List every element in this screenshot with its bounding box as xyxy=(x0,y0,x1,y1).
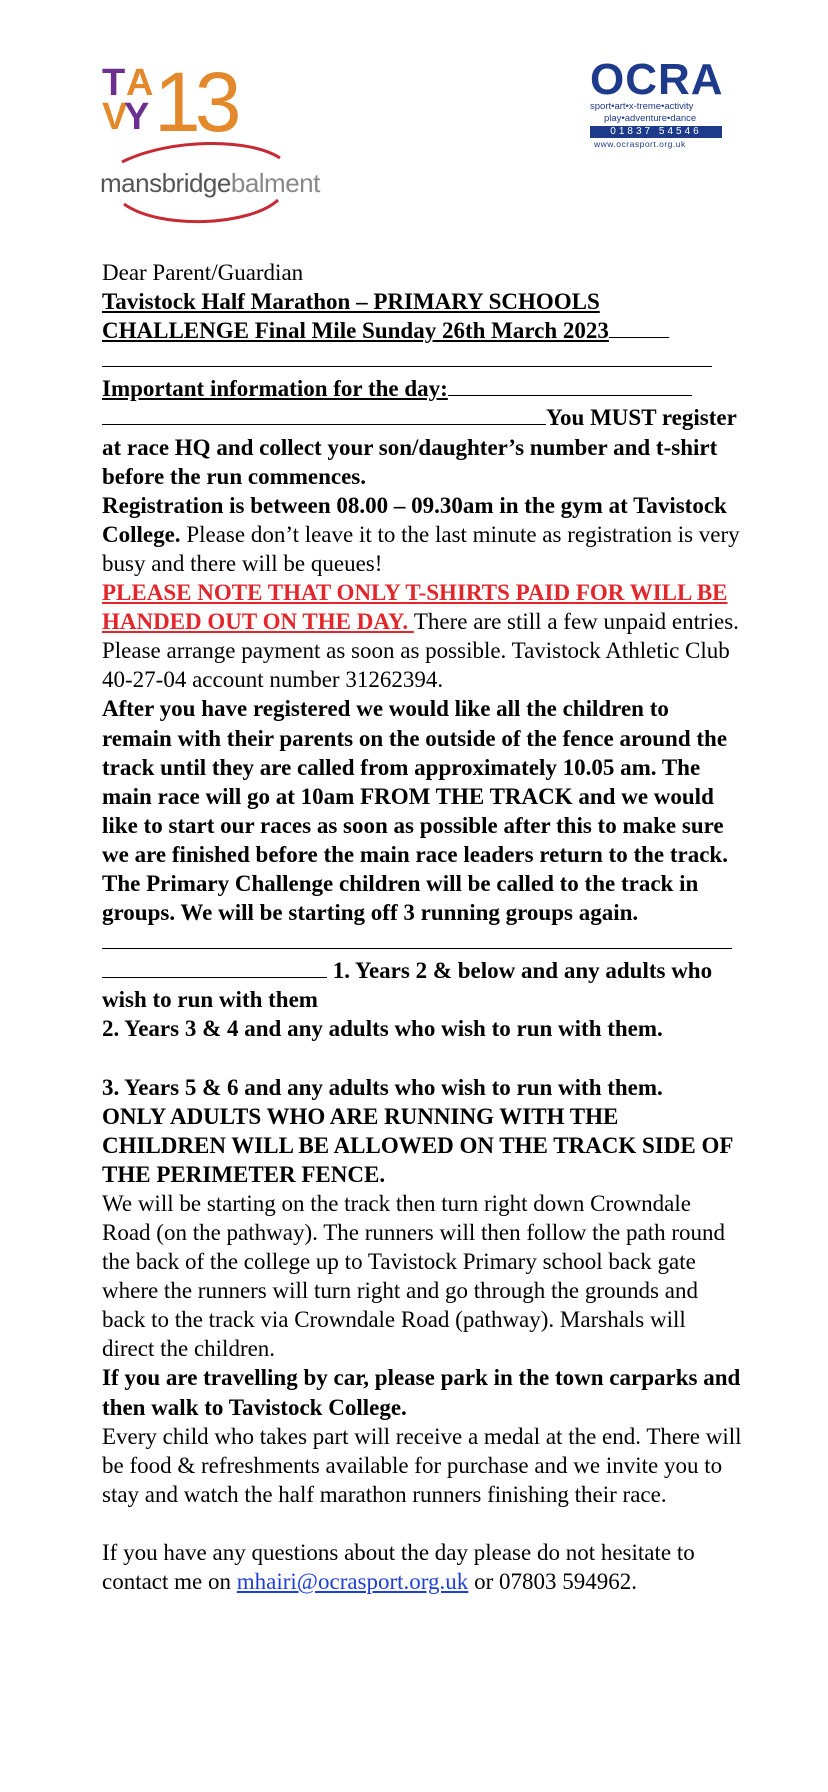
must-register-paragraph xyxy=(102,403,742,490)
groups-intro: The Primary Challenge children will be called to the track in groups. We will be starting off 3 running groups again. xyxy=(102,870,699,926)
group-2: 2. Years 3 & 4 and any adults who wish to run with them. xyxy=(102,1016,663,1042)
important-heading: Important information for the day: xyxy=(102,376,448,402)
medal-paragraph: Every child who takes part will receive a medal at the end. There will be food & refreshments available for purchase and we invite you to stay and watch the half marathon runners finishing their race. xyxy=(102,1423,742,1507)
logo-swoosh-icon xyxy=(100,55,340,228)
ocra-tagline-2: play•adventure•dance xyxy=(604,113,697,124)
logo-brand-word2: balment xyxy=(230,168,320,198)
spacer-2 xyxy=(102,1509,742,1538)
registration-plain: Please don’t leave it to the last minute as registration is very busy and there will be queues! xyxy=(102,521,740,576)
tshirt-note-plain: There are still a few unpaid entries. Please arrange payment as soon as possible. Tavistock Athletic Club 40-27-04 account number 31262394. xyxy=(102,609,739,693)
important-heading-line xyxy=(102,374,742,403)
divider-line-2 xyxy=(102,927,742,956)
title-underline-filler xyxy=(609,317,669,338)
letter-title-line2 xyxy=(102,316,742,345)
tavy13-logo xyxy=(100,55,340,228)
logo-number: 13 xyxy=(154,55,236,149)
ocra-tagline-1: sport•art•x-treme•activity xyxy=(590,101,694,112)
contact-lead: If you have any questions about the day please do not hesitate to contact me on xyxy=(102,1539,695,1595)
divider-rule-2 xyxy=(102,928,732,949)
group1-leader-line xyxy=(102,957,327,978)
logo-letter-v: V xyxy=(102,96,128,138)
email-link[interactable]: mhairi@ocrasport.org.uk xyxy=(236,1569,469,1595)
ocra-logo xyxy=(588,55,728,150)
ocra-phone: 01837 54546 xyxy=(590,126,722,138)
must-rest: register at race HQ and collect your son/daughter’s number and t-shirt before the run commences. xyxy=(102,405,737,489)
must-lead: You MUST xyxy=(546,405,657,431)
contact-paragraph xyxy=(102,1538,742,1596)
group-3: 3. Years 5 & 6 and any adults who wish to run with them. xyxy=(102,1074,663,1100)
ocra-website: www.ocrasport.org.uk xyxy=(594,139,686,149)
group-1-text: 1. Years 2 & below and any adults who wish to run with them xyxy=(102,958,713,1013)
spacer xyxy=(102,1044,742,1073)
registration-paragraph xyxy=(102,491,742,578)
after-register-paragraph: After you have registered we would like all the children to remain with their parents on the outside of the fence around the track until they are called from approximately 10.05 am. The main race will go at 10am FROM THE TRACK and we would like to start our races as soon as possible after this to make sure we are finished before the main race leaders return to the track. xyxy=(102,696,728,867)
registration-bold: Registration is between 08.00 – 09.30am in the gym at Tavistock College. xyxy=(102,492,727,547)
tshirt-note-red: PLEASE NOTE THAT ONLY T-SHIRTS PAID FOR WILL BE HANDED OUT ON THE DAY. xyxy=(102,580,728,635)
logo-brand-word1: mansbridge xyxy=(100,168,231,198)
letter-title-line2-text: CHALLENGE Final Mile Sunday 26th March 2023 xyxy=(102,318,609,344)
greeting: Dear Parent/Guardian xyxy=(102,260,304,285)
tshirt-note-paragraph xyxy=(102,578,742,694)
ocra-name: OCRA xyxy=(590,55,724,104)
contact-tail: or 07803 594962. xyxy=(468,1569,637,1595)
route-paragraph: We will be starting on the track then turn right down Crowndale Road (on the pathway). The runners will then follow the path round the back of the college up to Tavistock Primary school back gate where the runners will turn right and go through the grounds and back to the track via Crowndale Road (pathway). Marshals will direct the children. xyxy=(102,1190,725,1362)
car-paragraph: If you are travelling by car, please park in the town carparks and then walk to Tavistock College. xyxy=(102,1365,741,1420)
letter-body xyxy=(102,258,742,1596)
logo-letter-y: Y xyxy=(124,96,150,138)
adults-only-notice: ONLY ADULTS WHO ARE RUNNING WITH THE CHILDREN WILL BE ALLOWED ON THE TRACK SIDE OF THE PERIMETER FENCE. xyxy=(102,1103,733,1187)
divider-line-1 xyxy=(102,345,742,374)
divider-rule-1 xyxy=(102,346,712,367)
logo-letter-a: A xyxy=(126,62,154,104)
logo-letter-t: T xyxy=(102,62,126,104)
important-underline-filler xyxy=(448,375,692,396)
group-1 xyxy=(102,956,742,1014)
letter-title-line1: Tavistock Half Marathon – PRIMARY SCHOOLS xyxy=(102,289,600,315)
must-leader-line xyxy=(102,404,546,425)
